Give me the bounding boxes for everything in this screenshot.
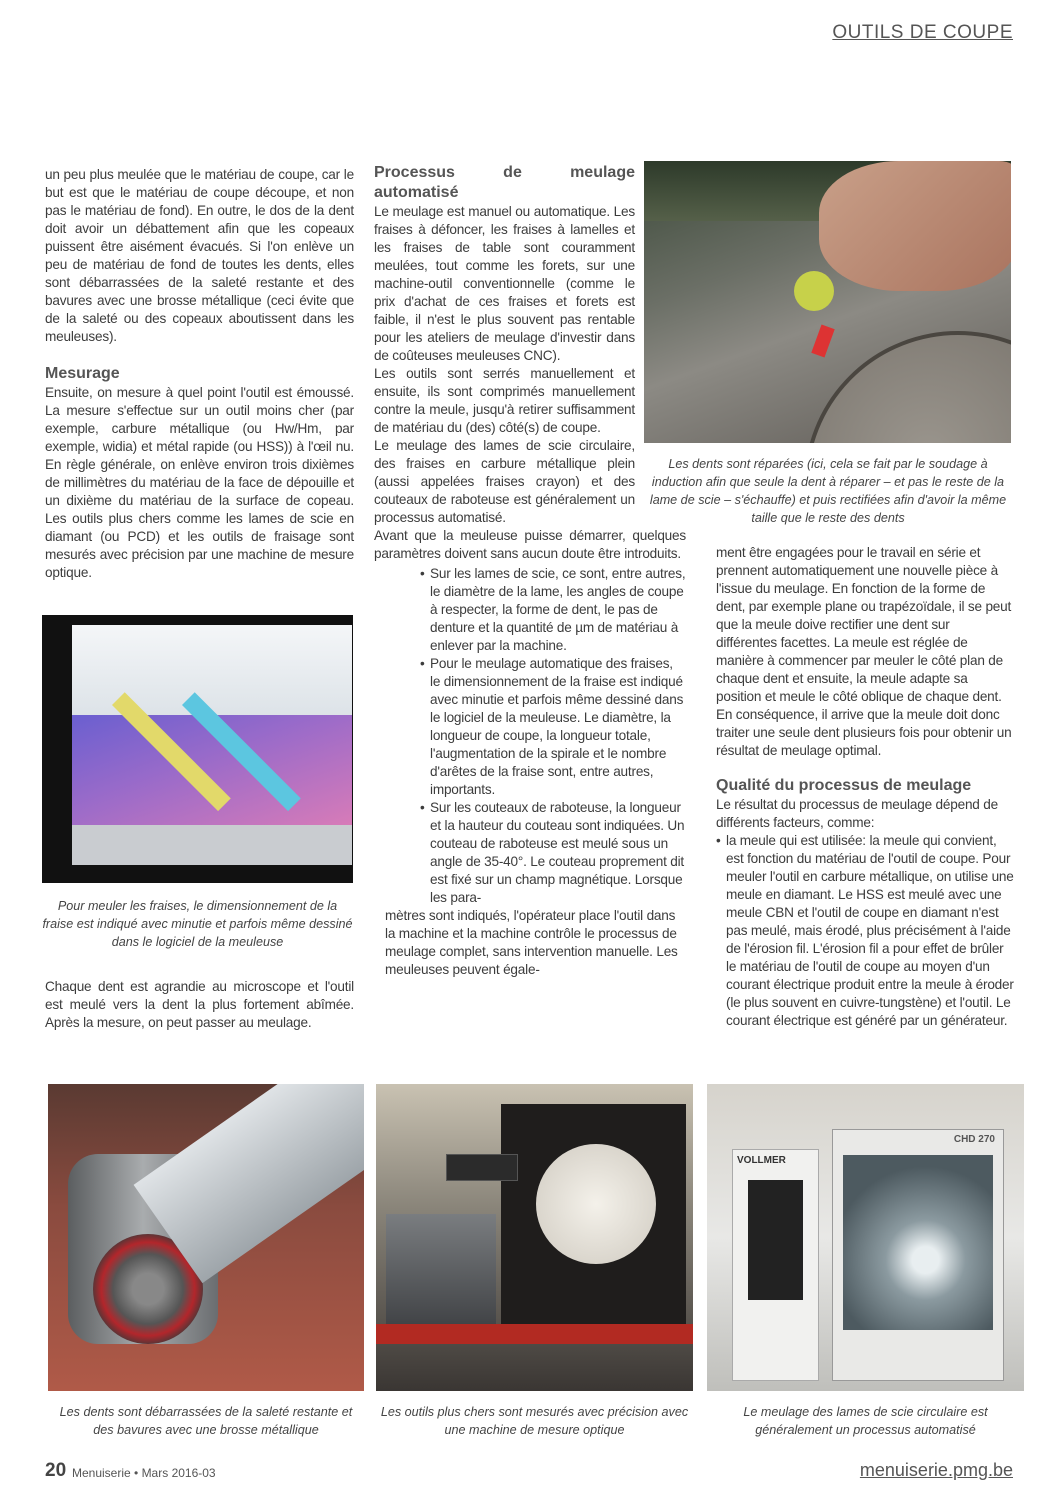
- paragraph: Chaque dent est agrandie au microscope et l'outil est meulé vers la dent la plus fortement abîmée. Après la mesure, on peut passer au meulage.: [45, 979, 354, 1030]
- bullet-item: • Pour le meulage automatique des fraises, le dimensionnement de la fraise est indiqué avec minutie et parfois même dessiné dans le logiciel de la meuleuse. Le diamètre, la longueur de coupe, la longueur totale, l'augmentation de la spirale et le nombre d'arêtes de la fraise sont, entre autres, importants.: [420, 655, 686, 799]
- caption-welding: Les dents sont réparées (ici, cela se fait par le soudage à induction afin que seule la dent à réparer – et pas le reste de la lame de scie – s'échauffe) et puis rectifiées afin d'avoir la même taille que le reste des dents: [649, 457, 1007, 525]
- column-3: [716, 544, 1014, 1030]
- paragraph: Le meulage des lames de scie circulaire, des fraises en carbure métallique plein (aussi appelées fraises crayon) et des couteaux de raboteuse est généralement un processus automatisé.: [374, 438, 635, 525]
- column-1-bottom: [45, 978, 354, 1032]
- paragraph: Avant que la meuleuse puisse démarrer, quelques paramètres doivent sans aucun doute être introduits.: [374, 528, 686, 561]
- paragraph: Ensuite, on mesure à quel point l'outil est émoussé. La mesure s'effectue sur un outil moins cher (par exemple, carbure métallique (ou Hw/Hm, par exemple, widia) et métal rapide (ou HSS)) à l'œil nu. En règle générale, on enlève environ trois dixièmes de millimètres du matériau de la face de dépouille et un dixième du matériau de la surface de copeau. Les outils plus chers comme les lames de scie en diamant (ou PCD) et les outils de fraisage sont mesurés avec précision par une machine de mesure optique.: [45, 385, 354, 580]
- caption-machine: Le meulage des lames de scie circulaire est généralement un processus automatisé: [743, 1405, 988, 1437]
- paragraph: Les outils sont serrés manuellement et ensuite, ils sont comprimés manuellement contre la meule, jusqu'à retirer suffisamment de matériau du (des) côté(s) de coupe.: [374, 366, 635, 435]
- column-2-bullets: [420, 565, 686, 907]
- column-1: [45, 166, 354, 582]
- bullet-item: • Sur les lames de scie, ce sont, entre autres, le diamètre de la lame, les angles de coupe à respecter, la forme de dent, le pas de denture et la quantité de µm de matériau à enlever par la machine.: [420, 565, 686, 655]
- column-2-top: [374, 163, 635, 527]
- bullet-item: • la meule qui est utilisée: la meule qui convient, est fonction du matériau de l'outil de coupe. Pour meuler l'outil en carbure métallique, on utilise une meule en diamant. Le HSS est meulé avec une meule CBN et l'outil de coupe en diamant n'est pas meulé, mais érodé, plus précisément à l'aide de l'érosion fil. L'érosion fil a pour effet de brûler le matériau de l'outil de coupe au moyen d'un courant électrique produit entre la meule à éroder (le plus souvent en cuivre-tungstène) et l'outil. Le courant électrique est généré par un générateur.: [716, 832, 1014, 1030]
- paragraph: Le résultat du processus de meulage dépend de différents facteurs, comme:: [716, 797, 998, 830]
- heading-processus: Processus de meulage automatisé: [374, 164, 635, 201]
- column-2-bottom: [385, 907, 686, 979]
- caption-brush: Les dents sont débarrassées de la saleté restante et des bavures avec une brosse métallique: [59, 1405, 353, 1437]
- section-title: OUTILS DE COUPE: [832, 22, 1013, 43]
- heading-mesurage: Mesurage: [45, 365, 120, 382]
- caption-optical: Les outils plus chers sont mesurés avec précision avec une machine de mesure optique: [380, 1405, 689, 1437]
- paragraph: Le meulage est manuel ou automatique. Les fraises à défoncer, les fraises à lamelles et les fraises de table sont couramment meulées, tout comme les forets, sur une machine-outil conventionnelle (comme le prix d'achat de ces fraises et forets est faible, il n'est le plus souvent pas rentable pour les ateliers de meulage d'investir dans de coûteuses meuleuses CNC).: [374, 204, 635, 363]
- heading-qualite: Qualité du processus de meulage: [716, 777, 972, 794]
- machine-model: CHD 270: [953, 1134, 995, 1145]
- bullet-item: • Sur les couteaux de raboteuse, la longueur et la hauteur du couteau sont indiquées. Un couteau de raboteuse est meulé sous un angle de 35-40°. Le couteau proprement dit est fixé sur un champ magnétique. Lorsque les para-: [420, 799, 686, 907]
- page-number: 20: [45, 1460, 67, 1481]
- photo-software-screen: [42, 615, 353, 883]
- photo-welding: [644, 161, 1011, 443]
- publication-info: Menuiserie • Mars 2016-03: [72, 1466, 216, 1480]
- column-2-mid: [374, 527, 686, 563]
- paragraph: un peu plus meulée que le matériau de coupe, car le but est que le matériau de coupe découpe, et non pas le matériau de fond). En outre, le dos de la dent doit avoir un débattement afin que les copeaux puissent être aisément évacués. Si l'on enlève un peu de matériau de fond de toutes les dents, elles sont débarrassées de la saleté restante et des bavures avec une brosse métallique (ceci évite que de la saleté ou des copeaux aboutissent dans les meuleuses).: [45, 167, 354, 344]
- paragraph: mètres sont indiqués, l'opérateur place l'outil dans la machine et la machine contrôle le processus de meulage complet, sans intervention manuelle. Les meuleuses peuvent égale-: [385, 908, 678, 977]
- column-2: [374, 163, 686, 979]
- website-link[interactable]: menuiserie.pmg.be: [859, 1460, 1013, 1480]
- caption-software: Pour meuler les fraises, le dimensionnement de la fraise est indiqué avec minutie et parfois même dessiné dans le logiciel de la meuleuse: [42, 899, 353, 949]
- photo-optical-machine: [376, 1084, 693, 1391]
- photo-vollmer-machine: [707, 1084, 1024, 1391]
- photo-brush-grinder: [48, 1084, 364, 1391]
- paragraph: ment être engagées pour le travail en série et prennent automatiquement une nouvelle pièce à l'issue du meulage. En fonction de la forme de dent, par exemple plane ou trapézoïdale, il se peut que la meule doive rectifier une dent sur différentes facettes. La meule est réglée de manière à commencer par meuler le côté plan de chaque dent et ensuite, la meule adapte sa position et meule le côté oblique de chaque dent. En conséquence, il arrive que la meule doit donc traiter une seule dent plusieurs fois pour obtenir un résultat de meulage optimal.: [716, 545, 1012, 758]
- machine-brand: VOLLMER: [737, 1155, 786, 1166]
